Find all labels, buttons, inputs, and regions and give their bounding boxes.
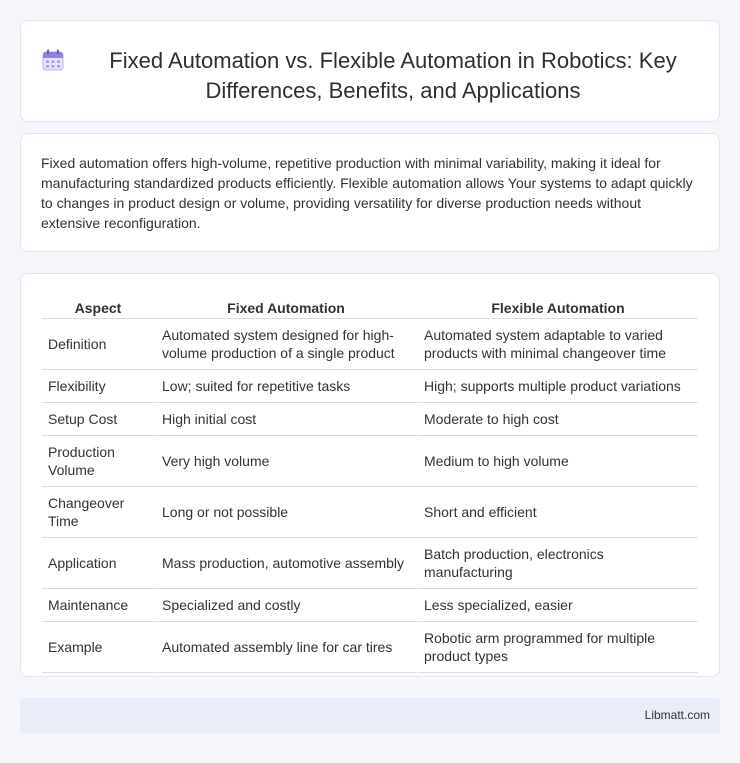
row-flexible: Robotic arm programmed for multiple product types [416,622,698,673]
table-row [42,319,698,370]
page-title: Fixed Automation vs. Flexible Automation in Robotics: Key Differences, Benefits, and Applications [109,48,677,103]
comparison-table [42,293,698,673]
table-row [42,487,698,538]
table-row [42,403,698,436]
footer-brand-link[interactable]: Libmatt.com [644,708,710,722]
intro-paragraph: Fixed automation offers high-volume, repetitive production with minimal variability, making it ideal for manufacturing standardized products efficiently. Flexible automation allows Your systems to adapt quickly to changes in product design or volume, providing versatility for diverse production needs without extensive reconfiguration. [41,155,693,231]
table-row [42,370,698,403]
intro-card [20,133,720,252]
row-aspect: Definition [42,319,154,370]
row-aspect: Example [42,622,154,673]
row-flexible: Automated system adaptable to varied products with minimal changeover time [416,319,698,370]
footer-bar [20,698,720,733]
comparison-card [20,273,720,677]
row-flexible: Moderate to high cost [416,403,698,436]
row-aspect: Production Volume [42,436,154,487]
row-fixed: Low; suited for repetitive tasks [154,370,416,403]
table-row [42,589,698,622]
title-card [20,20,720,122]
row-flexible: Medium to high volume [416,436,698,487]
row-fixed: Automated system designed for high-volume production of a single product [154,319,416,370]
row-fixed: Automated assembly line for car tires [154,622,416,673]
row-fixed: Mass production, automotive assembly [154,538,416,589]
row-fixed: Long or not possible [154,487,416,538]
calendar-icon [41,48,65,72]
title-row [21,21,719,106]
column-header-flexible: Flexible Automation [416,293,698,319]
column-header-aspect: Aspect [42,293,154,319]
row-fixed: Specialized and costly [154,589,416,622]
row-aspect: Maintenance [42,589,154,622]
row-fixed: Very high volume [154,436,416,487]
row-fixed: High initial cost [154,403,416,436]
table-row [42,622,698,673]
table-row [42,436,698,487]
row-flexible: Short and efficient [416,487,698,538]
row-flexible: Less specialized, easier [416,589,698,622]
table-header-row [42,293,698,319]
table-row [42,538,698,589]
row-flexible: High; supports multiple product variations [416,370,698,403]
column-header-fixed: Fixed Automation [154,293,416,319]
row-aspect: Flexibility [42,370,154,403]
row-flexible: Batch production, electronics manufacturing [416,538,698,589]
row-aspect: Application [42,538,154,589]
row-aspect: Setup Cost [42,403,154,436]
row-aspect: Changeover Time [42,487,154,538]
